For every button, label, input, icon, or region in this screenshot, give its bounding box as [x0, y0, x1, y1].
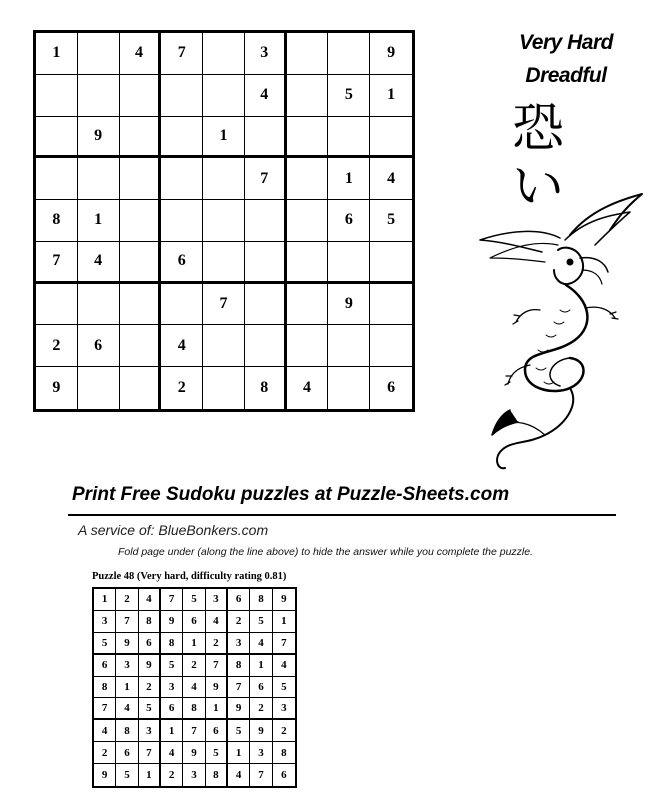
puzzle-cell: 6 — [328, 200, 370, 242]
answer-cell: 9 — [206, 677, 228, 699]
puzzle-cell — [370, 117, 412, 159]
puzzle-cell — [78, 367, 120, 409]
answer-cell: 9 — [161, 611, 183, 633]
answer-cell: 6 — [206, 720, 228, 742]
puzzle-cell — [203, 367, 245, 409]
answer-cell: 7 — [94, 698, 116, 720]
answer-cell: 5 — [139, 698, 161, 720]
answer-cell: 8 — [250, 589, 272, 611]
answer-cell: 5 — [228, 720, 250, 742]
puzzle-cell: 9 — [328, 284, 370, 326]
answer-cell: 4 — [139, 589, 161, 611]
puzzle-cell — [328, 242, 370, 284]
answer-cell: 7 — [116, 611, 138, 633]
answer-cell: 5 — [116, 764, 138, 786]
answer-cell: 7 — [139, 742, 161, 764]
puzzle-cell — [203, 158, 245, 200]
puzzle-cell — [36, 75, 78, 117]
answer-cell: 1 — [183, 633, 205, 655]
answer-cell: 7 — [250, 764, 272, 786]
kanji-char-2: い — [511, 157, 564, 217]
answer-cell: 2 — [139, 677, 161, 699]
answer-cell: 4 — [273, 655, 295, 677]
answer-cell: 8 — [94, 677, 116, 699]
answer-cell: 5 — [183, 589, 205, 611]
puzzle-cell: 7 — [203, 284, 245, 326]
puzzle-cell: 1 — [203, 117, 245, 159]
puzzle-cell — [120, 367, 162, 409]
answer-cell: 5 — [206, 742, 228, 764]
answer-cell: 4 — [94, 720, 116, 742]
puzzle-cell — [203, 33, 245, 75]
answer-cell: 9 — [139, 655, 161, 677]
puzzle-cell: 1 — [328, 158, 370, 200]
answer-cell: 2 — [273, 720, 295, 742]
kanji-char-1: 恐 — [511, 99, 564, 159]
answer-cell: 3 — [183, 764, 205, 786]
puzzle-cell: 8 — [36, 200, 78, 242]
answer-cell: 9 — [116, 633, 138, 655]
answer-cell: 5 — [94, 633, 116, 655]
puzzle-cell — [287, 284, 329, 326]
answer-cell: 9 — [183, 742, 205, 764]
answer-cell: 1 — [139, 764, 161, 786]
service-credit: A service of: BlueBonkers.com — [78, 522, 269, 538]
puzzle-cell: 4 — [120, 33, 162, 75]
puzzle-cell — [203, 325, 245, 367]
puzzle-cell — [161, 75, 203, 117]
answer-cell: 4 — [161, 742, 183, 764]
answer-cell: 3 — [94, 611, 116, 633]
answer-cell: 7 — [273, 633, 295, 655]
puzzle-cell: 7 — [245, 158, 287, 200]
answer-cell: 8 — [139, 611, 161, 633]
puzzle-cell — [78, 75, 120, 117]
puzzle-cell — [120, 117, 162, 159]
puzzle-cell: 5 — [370, 200, 412, 242]
puzzle-cell — [287, 200, 329, 242]
puzzle-cell: 9 — [370, 33, 412, 75]
puzzle-cell — [120, 325, 162, 367]
answer-cell: 9 — [228, 698, 250, 720]
puzzle-cell — [161, 117, 203, 159]
puzzle-cell — [120, 200, 162, 242]
puzzle-cell: 5 — [328, 75, 370, 117]
answer-cell: 6 — [250, 677, 272, 699]
answer-cell: 3 — [139, 720, 161, 742]
puzzle-cell: 6 — [161, 242, 203, 284]
answer-cell: 9 — [94, 764, 116, 786]
difficulty-level: Very Hard — [519, 31, 613, 54]
puzzle-cell — [328, 367, 370, 409]
answer-cell: 3 — [228, 633, 250, 655]
puzzle-cell — [328, 33, 370, 75]
puzzle-cell — [370, 284, 412, 326]
answer-cell: 6 — [139, 633, 161, 655]
puzzle-cell — [120, 158, 162, 200]
puzzle-cell: 1 — [78, 200, 120, 242]
puzzle-cell: 3 — [245, 33, 287, 75]
puzzle-cell — [287, 242, 329, 284]
difficulty-label — [500, 26, 632, 92]
puzzle-cell — [161, 200, 203, 242]
puzzle-cell — [245, 284, 287, 326]
puzzle-cell — [370, 242, 412, 284]
puzzle-cell: 1 — [36, 33, 78, 75]
answer-cell: 5 — [161, 655, 183, 677]
answer-cell: 7 — [183, 720, 205, 742]
puzzle-cell: 1 — [370, 75, 412, 117]
answer-cell: 4 — [250, 633, 272, 655]
puzzle-cell — [203, 200, 245, 242]
answer-cell: 2 — [206, 633, 228, 655]
puzzle-cell — [245, 117, 287, 159]
answer-cell: 1 — [228, 742, 250, 764]
puzzle-cell — [161, 158, 203, 200]
answer-title: Puzzle 48 (Very hard, difficulty rating 0.81) — [92, 571, 287, 582]
difficulty-name: Dreadful — [525, 64, 607, 87]
answer-cell: 8 — [183, 698, 205, 720]
puzzle-cell — [245, 242, 287, 284]
puzzle-cell: 4 — [161, 325, 203, 367]
answer-cell: 8 — [161, 633, 183, 655]
answer-cell: 3 — [116, 655, 138, 677]
answer-cell: 7 — [161, 589, 183, 611]
puzzle-cell — [120, 242, 162, 284]
answer-cell: 8 — [116, 720, 138, 742]
puzzle-cell: 9 — [78, 117, 120, 159]
answer-cell: 3 — [206, 589, 228, 611]
puzzle-cell: 2 — [36, 325, 78, 367]
puzzle-cell — [120, 284, 162, 326]
puzzle-cell — [370, 325, 412, 367]
fold-line — [68, 514, 616, 516]
answer-cell: 1 — [94, 589, 116, 611]
answer-cell: 4 — [116, 698, 138, 720]
puzzle-cell: 2 — [161, 367, 203, 409]
answer-cell: 6 — [228, 589, 250, 611]
puzzle-cell — [203, 75, 245, 117]
puzzle-cell — [328, 325, 370, 367]
dragon-illustration — [470, 190, 650, 475]
puzzle-cell — [287, 33, 329, 75]
answer-cell: 3 — [250, 742, 272, 764]
puzzle-cell — [120, 75, 162, 117]
answer-cell: 3 — [161, 677, 183, 699]
answer-cell: 6 — [116, 742, 138, 764]
puzzle-cell — [78, 284, 120, 326]
answer-cell: 9 — [250, 720, 272, 742]
puzzle-cell: 8 — [245, 367, 287, 409]
answer-cell: 7 — [206, 655, 228, 677]
puzzle-cell — [287, 75, 329, 117]
answer-cell: 2 — [183, 655, 205, 677]
puzzle-cell — [287, 325, 329, 367]
puzzle-cell — [245, 325, 287, 367]
answer-cell: 9 — [273, 589, 295, 611]
answer-cell: 2 — [94, 742, 116, 764]
puzzle-cell — [287, 158, 329, 200]
answer-cell: 1 — [116, 677, 138, 699]
answer-cell: 5 — [273, 677, 295, 699]
puzzle-cell — [328, 117, 370, 159]
answer-cell: 2 — [250, 698, 272, 720]
puzzle-cell: 6 — [387, 379, 396, 397]
answer-cell: 2 — [228, 611, 250, 633]
answer-cell: 3 — [273, 698, 295, 720]
puzzle-cell — [287, 117, 329, 159]
puzzle-cell — [161, 284, 203, 326]
answer-cell: 6 — [94, 655, 116, 677]
puzzle-cell — [36, 284, 78, 326]
puzzle-cell: 9 — [36, 367, 78, 409]
puzzle-cell: 4 — [78, 242, 120, 284]
answer-cell: 1 — [273, 611, 295, 633]
puzzle-cell: 4 — [245, 75, 287, 117]
puzzle-cell — [78, 158, 120, 200]
answer-cell: 2 — [116, 589, 138, 611]
puzzle-cell — [36, 158, 78, 200]
answer-cell: 1 — [206, 698, 228, 720]
sudoku-puzzle-grid — [33, 30, 415, 412]
site-banner: Print Free Sudoku puzzles at Puzzle-Sheets.com — [72, 484, 510, 505]
puzzle-cell — [245, 200, 287, 242]
fold-instructions: Fold page under (along the line above) to hide the answer while you complete the puzzle. — [118, 546, 534, 558]
puzzle-cell: 6 — [78, 325, 120, 367]
answer-cell: 6 — [183, 611, 205, 633]
answer-cell: 1 — [161, 720, 183, 742]
sudoku-answer-grid — [92, 587, 297, 788]
puzzle-cell: 7 — [161, 33, 203, 75]
answer-cell: 4 — [183, 677, 205, 699]
puzzle-cell — [36, 117, 78, 159]
answer-cell: 4 — [206, 611, 228, 633]
answer-cell: 1 — [250, 655, 272, 677]
answer-cell: 4 — [228, 764, 250, 786]
puzzle-cell: 7 — [36, 242, 78, 284]
puzzle-cell — [203, 242, 245, 284]
answer-cell: 6 — [161, 698, 183, 720]
puzzle-cell: 4 — [370, 158, 412, 200]
answer-cell: 8 — [206, 764, 228, 786]
puzzle-cell: 4 — [287, 367, 329, 409]
answer-cell: 6 — [281, 769, 287, 782]
answer-cell: 2 — [161, 764, 183, 786]
answer-cell: 7 — [228, 677, 250, 699]
answer-cell: 8 — [228, 655, 250, 677]
answer-cell: 8 — [273, 742, 295, 764]
puzzle-cell — [78, 33, 120, 75]
answer-cell: 5 — [250, 611, 272, 633]
